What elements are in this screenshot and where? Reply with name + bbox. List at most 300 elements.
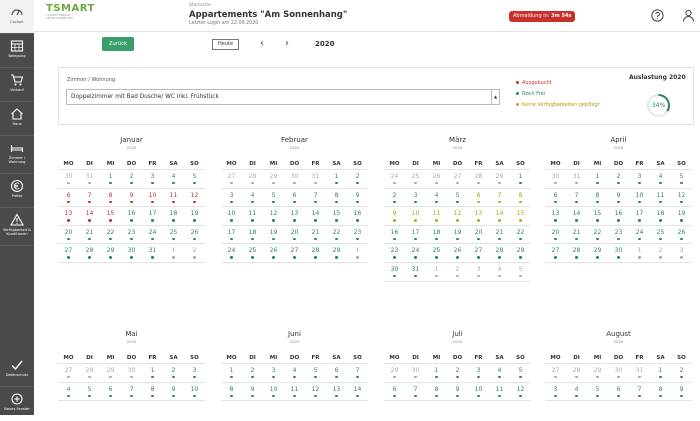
availability-dot (554, 256, 556, 258)
day-cell[interactable] (566, 364, 587, 382)
day-cell[interactable] (284, 189, 305, 207)
day-cell[interactable] (510, 226, 531, 244)
cart-icon (10, 73, 24, 87)
day-cell[interactable] (468, 364, 489, 382)
day-cell[interactable] (468, 226, 489, 244)
day-cell[interactable] (121, 364, 142, 382)
day-cell[interactable] (142, 364, 163, 382)
day-cell[interactable] (163, 364, 184, 382)
day-cell[interactable] (426, 244, 447, 262)
day-cell[interactable] (163, 383, 184, 401)
weekday-label: DO (126, 355, 137, 361)
availability-dot (151, 256, 153, 258)
day-cell[interactable] (100, 170, 121, 188)
day-number: 16 (353, 210, 362, 218)
day-cell[interactable] (587, 207, 608, 225)
day-cell[interactable] (629, 244, 650, 262)
day-cell[interactable] (608, 170, 629, 188)
day-cell[interactable] (405, 383, 426, 401)
day-cell[interactable] (347, 170, 368, 188)
day-cell[interactable] (489, 383, 510, 401)
help-icon[interactable] (651, 9, 664, 22)
day-cell[interactable] (163, 189, 184, 207)
day-cell[interactable] (405, 207, 426, 225)
week-row (545, 244, 692, 263)
day-cell[interactable] (426, 364, 447, 382)
day-cell[interactable] (100, 244, 121, 262)
day-cell[interactable] (221, 244, 242, 262)
day-cell[interactable] (650, 226, 671, 244)
availability-dot (554, 201, 556, 203)
day-cell[interactable] (671, 207, 692, 225)
day-cell[interactable] (426, 226, 447, 244)
day-cell[interactable] (58, 383, 79, 401)
day-cell[interactable] (100, 189, 121, 207)
day-cell[interactable] (184, 207, 205, 225)
logo-subtext-1: TOURIST SERVICE (46, 13, 71, 17)
weekday-label: MO (63, 161, 74, 167)
day-cell[interactable] (58, 226, 79, 244)
day-cell[interactable] (489, 364, 510, 382)
day-cell[interactable] (142, 244, 163, 262)
day-cell[interactable] (468, 244, 489, 262)
sidebar-item-zimmer[interactable] (0, 136, 34, 174)
day-number: 30 (64, 173, 73, 180)
day-cell[interactable] (58, 189, 79, 207)
day-cell[interactable] (510, 170, 531, 188)
day-cell[interactable] (326, 226, 347, 244)
day-cell[interactable] (384, 170, 405, 188)
availability-dot (335, 201, 337, 203)
sidebar-item-cockpit[interactable] (0, 0, 34, 34)
day-cell[interactable] (510, 383, 531, 401)
day-cell[interactable] (489, 207, 510, 225)
day-cell[interactable] (629, 364, 650, 382)
month-title: März (449, 136, 466, 144)
day-cell[interactable] (347, 226, 368, 244)
day-cell[interactable] (142, 207, 163, 225)
day-number: 26 (453, 247, 462, 255)
day-cell[interactable] (305, 383, 326, 401)
day-cell[interactable] (405, 263, 426, 281)
day-cell[interactable] (58, 364, 79, 382)
day-cell[interactable] (447, 189, 468, 207)
day-number: 25 (656, 228, 665, 236)
day-cell[interactable] (405, 189, 426, 207)
day-number: 6 (292, 191, 297, 199)
day-cell[interactable] (100, 207, 121, 225)
chevron-updown-icon: ▲ (491, 89, 499, 105)
day-cell[interactable] (142, 383, 163, 401)
day-cell[interactable] (121, 226, 142, 244)
availability-dot (519, 376, 521, 378)
user-icon[interactable] (682, 9, 695, 22)
sidebar-item-belegung[interactable] (0, 34, 34, 68)
chevron-right-icon[interactable]: › (285, 38, 289, 49)
availability-dot (638, 238, 640, 240)
availability-dot (519, 238, 521, 240)
availability-dot (617, 376, 619, 378)
availability-dot (596, 201, 598, 203)
day-cell[interactable] (447, 226, 468, 244)
day-cell[interactable] (242, 170, 263, 188)
day-cell[interactable] (142, 226, 163, 244)
day-cell[interactable] (326, 244, 347, 262)
day-cell[interactable] (79, 364, 100, 382)
day-cell[interactable] (242, 207, 263, 225)
day-cell[interactable] (566, 189, 587, 207)
availability-dot (335, 238, 337, 240)
day-cell[interactable] (468, 170, 489, 188)
day-number: 16 (390, 228, 399, 236)
day-cell[interactable] (650, 383, 671, 401)
day-cell[interactable] (221, 364, 242, 382)
day-cell[interactable] (650, 207, 671, 225)
sidebar-item-haus[interactable] (0, 102, 34, 136)
day-cell[interactable] (447, 207, 468, 225)
day-cell[interactable] (426, 383, 447, 401)
day-cell[interactable] (284, 244, 305, 262)
day-cell[interactable] (221, 226, 242, 244)
day-cell[interactable] (284, 170, 305, 188)
day-cell[interactable] (587, 226, 608, 244)
availability-dot (130, 182, 132, 184)
day-cell[interactable] (650, 170, 671, 188)
day-cell[interactable] (468, 207, 489, 225)
day-cell[interactable] (347, 383, 368, 401)
weekday-header (384, 352, 531, 364)
day-cell[interactable] (608, 189, 629, 207)
day-cell[interactable] (587, 364, 608, 382)
day-cell[interactable] (58, 207, 79, 225)
day-number: 2 (616, 173, 621, 180)
day-cell[interactable] (326, 383, 347, 401)
day-cell[interactable] (284, 364, 305, 382)
day-number: 31 (572, 173, 581, 180)
day-cell[interactable] (263, 226, 284, 244)
day-cell[interactable] (121, 189, 142, 207)
day-cell[interactable] (263, 244, 284, 262)
month-title: Mai (125, 330, 138, 338)
day-cell[interactable] (405, 244, 426, 262)
day-cell[interactable] (305, 207, 326, 225)
day-cell[interactable] (545, 207, 566, 225)
day-cell[interactable] (545, 226, 566, 244)
day-cell[interactable] (671, 226, 692, 244)
day-cell[interactable] (489, 226, 510, 244)
day-cell[interactable] (629, 189, 650, 207)
day-cell[interactable] (405, 170, 426, 188)
day-cell[interactable] (326, 189, 347, 207)
day-cell[interactable] (79, 244, 100, 262)
day-cell[interactable] (326, 207, 347, 225)
day-cell[interactable] (221, 383, 242, 401)
today-button[interactable]: Heute (212, 39, 239, 50)
availability-dot (456, 182, 458, 184)
day-cell[interactable] (545, 383, 566, 401)
day-cell[interactable] (671, 170, 692, 188)
day-cell[interactable] (305, 364, 326, 382)
day-cell[interactable] (608, 226, 629, 244)
day-cell[interactable] (545, 244, 566, 262)
availability-dot (356, 376, 358, 378)
day-cell[interactable] (163, 207, 184, 225)
day-cell[interactable] (121, 383, 142, 401)
sidebar-item-neues-fenster[interactable] (0, 387, 34, 421)
back-button[interactable]: Zurück (102, 37, 134, 51)
day-cell[interactable] (489, 170, 510, 188)
day-number: 9 (455, 385, 460, 393)
day-cell[interactable] (608, 383, 629, 401)
day-cell[interactable] (405, 226, 426, 244)
day-cell[interactable] (384, 244, 405, 262)
availability-dot (414, 256, 416, 258)
day-cell[interactable] (79, 226, 100, 244)
day-cell[interactable] (650, 364, 671, 382)
availability-dot (414, 182, 416, 184)
day-cell[interactable] (447, 383, 468, 401)
day-cell[interactable] (163, 170, 184, 188)
day-number: 9 (171, 385, 176, 393)
day-number: 9 (392, 210, 397, 218)
availability-dot (596, 395, 598, 397)
day-cell[interactable] (384, 189, 405, 207)
day-cell[interactable] (510, 244, 531, 262)
sidebar-item-verkauf[interactable] (0, 68, 34, 102)
availability-dot (314, 238, 316, 240)
day-cell[interactable] (671, 364, 692, 382)
day-cell[interactable] (326, 364, 347, 382)
day-cell[interactable] (566, 170, 587, 188)
availability-dot (659, 376, 661, 378)
day-cell[interactable] (629, 170, 650, 188)
availability-dot (435, 219, 437, 221)
day-cell[interactable] (566, 244, 587, 262)
day-cell[interactable] (384, 364, 405, 382)
day-cell[interactable] (184, 364, 205, 382)
day-cell[interactable] (671, 383, 692, 401)
availability-dot (617, 395, 619, 397)
day-cell[interactable] (263, 383, 284, 401)
day-cell[interactable] (221, 170, 242, 188)
day-cell[interactable] (650, 189, 671, 207)
day-cell[interactable] (163, 244, 184, 262)
day-cell[interactable] (221, 189, 242, 207)
day-cell[interactable] (510, 207, 531, 225)
day-cell[interactable] (468, 383, 489, 401)
day-cell[interactable] (305, 244, 326, 262)
day-cell[interactable] (100, 226, 121, 244)
sidebar-item-verfuegbarkeit[interactable] (0, 208, 34, 246)
day-number: 18 (432, 228, 441, 236)
availability-dot (356, 201, 358, 203)
day-cell[interactable] (79, 189, 100, 207)
day-cell[interactable] (384, 383, 405, 401)
day-cell[interactable] (545, 189, 566, 207)
month-title: Januar (120, 136, 143, 144)
brand-logo[interactable] (46, 3, 95, 20)
day-cell[interactable] (629, 207, 650, 225)
day-cell[interactable] (426, 189, 447, 207)
day-cell[interactable] (566, 226, 587, 244)
day-cell[interactable] (426, 207, 447, 225)
breadcrumb[interactable]: Startseite (189, 3, 211, 8)
day-cell[interactable] (587, 170, 608, 188)
day-cell[interactable] (142, 189, 163, 207)
day-cell[interactable] (447, 244, 468, 262)
day-cell[interactable] (608, 364, 629, 382)
day-cell[interactable] (263, 189, 284, 207)
availability-dot (414, 238, 416, 240)
day-cell[interactable] (184, 170, 205, 188)
day-cell[interactable] (447, 170, 468, 188)
day-cell[interactable] (545, 364, 566, 382)
day-cell[interactable] (79, 383, 100, 401)
weekday-label: DI (412, 161, 419, 167)
day-cell[interactable] (426, 263, 447, 281)
day-number: 21 (311, 228, 320, 236)
day-number: 13 (64, 210, 73, 218)
availability-dot (498, 219, 500, 221)
day-number: 30 (390, 265, 399, 273)
day-cell[interactable] (468, 263, 489, 281)
day-cell[interactable] (347, 189, 368, 207)
availability-dot (293, 238, 295, 240)
day-cell[interactable] (184, 189, 205, 207)
day-cell[interactable] (142, 170, 163, 188)
day-number: 5 (518, 265, 523, 273)
availability-dot (498, 238, 500, 240)
day-cell[interactable] (566, 383, 587, 401)
day-number: 1 (434, 367, 439, 374)
day-cell[interactable] (447, 263, 468, 281)
day-number: 4 (497, 265, 502, 273)
day-cell[interactable] (284, 226, 305, 244)
day-cell[interactable] (468, 189, 489, 207)
day-cell[interactable] (608, 207, 629, 225)
day-number: 14 (311, 210, 320, 218)
day-cell[interactable] (305, 226, 326, 244)
day-cell[interactable] (79, 207, 100, 225)
day-cell[interactable] (566, 207, 587, 225)
day-cell[interactable] (263, 364, 284, 382)
day-number: 30 (551, 173, 560, 180)
day-cell[interactable] (384, 226, 405, 244)
day-cell[interactable] (305, 189, 326, 207)
day-cell[interactable] (58, 244, 79, 262)
chevron-left-icon[interactable]: ‹ (260, 38, 264, 49)
sidebar-item-datenschutz[interactable] (0, 353, 34, 387)
room-select[interactable] (66, 89, 500, 105)
day-cell[interactable] (545, 170, 566, 188)
availability-dot (638, 256, 640, 258)
day-cell[interactable] (242, 364, 263, 382)
legend (516, 78, 600, 111)
day-number: 2 (679, 367, 684, 374)
day-cell[interactable] (405, 364, 426, 382)
day-cell[interactable] (221, 207, 242, 225)
day-cell[interactable] (242, 189, 263, 207)
day-cell[interactable] (263, 170, 284, 188)
day-cell[interactable] (489, 263, 510, 281)
legend-label: Ausgebucht (522, 80, 552, 86)
day-cell[interactable] (671, 244, 692, 262)
day-cell[interactable] (447, 364, 468, 382)
day-cell[interactable] (163, 226, 184, 244)
day-number: 23 (127, 228, 136, 236)
day-cell[interactable] (100, 383, 121, 401)
day-cell[interactable] (510, 189, 531, 207)
week-row (58, 364, 205, 383)
day-cell[interactable] (347, 364, 368, 382)
day-cell[interactable] (58, 170, 79, 188)
day-number: 5 (455, 191, 460, 199)
sidebar-item-preise[interactable] (0, 174, 34, 208)
day-cell[interactable] (347, 244, 368, 262)
availability-dot (272, 238, 274, 240)
availability-dot (456, 201, 458, 203)
day-cell[interactable] (305, 170, 326, 188)
day-cell[interactable] (384, 207, 405, 225)
day-cell[interactable] (347, 207, 368, 225)
day-cell[interactable] (671, 189, 692, 207)
day-cell[interactable] (284, 207, 305, 225)
day-number: 1 (518, 173, 523, 180)
week-row (384, 244, 531, 263)
day-cell[interactable] (184, 244, 205, 262)
day-cell[interactable] (384, 263, 405, 281)
availability-dot (554, 376, 556, 378)
weekday-label: DO (613, 161, 624, 167)
day-cell[interactable] (121, 244, 142, 262)
day-cell[interactable] (587, 244, 608, 262)
day-cell[interactable] (608, 244, 629, 262)
day-cell[interactable] (587, 189, 608, 207)
day-cell[interactable] (629, 226, 650, 244)
weekday-label: SO (353, 355, 362, 361)
legend-dot (516, 92, 519, 95)
day-cell[interactable] (284, 383, 305, 401)
weekday-label: SO (677, 355, 686, 361)
day-cell[interactable] (121, 170, 142, 188)
day-cell[interactable] (79, 170, 100, 188)
availability-dot (659, 201, 661, 203)
session-timeout-badge[interactable] (509, 11, 575, 22)
month-title: Juli (452, 330, 463, 338)
day-cell[interactable] (242, 383, 263, 401)
day-cell[interactable] (587, 383, 608, 401)
weekday-label: MO (226, 355, 237, 361)
day-cell[interactable] (489, 244, 510, 262)
day-cell[interactable] (326, 170, 347, 188)
day-cell[interactable] (242, 244, 263, 262)
day-cell[interactable] (242, 226, 263, 244)
day-cell[interactable] (184, 226, 205, 244)
day-cell[interactable] (426, 170, 447, 188)
day-cell[interactable] (650, 244, 671, 262)
day-cell[interactable] (100, 364, 121, 382)
weekday-header (58, 158, 205, 170)
day-cell[interactable] (184, 383, 205, 401)
day-cell[interactable] (510, 263, 531, 281)
day-cell[interactable] (629, 383, 650, 401)
availability-dot (617, 219, 619, 221)
day-cell[interactable] (263, 207, 284, 225)
day-cell[interactable] (489, 189, 510, 207)
day-number: 3 (229, 191, 234, 199)
day-cell[interactable] (121, 207, 142, 225)
day-cell[interactable] (510, 364, 531, 382)
